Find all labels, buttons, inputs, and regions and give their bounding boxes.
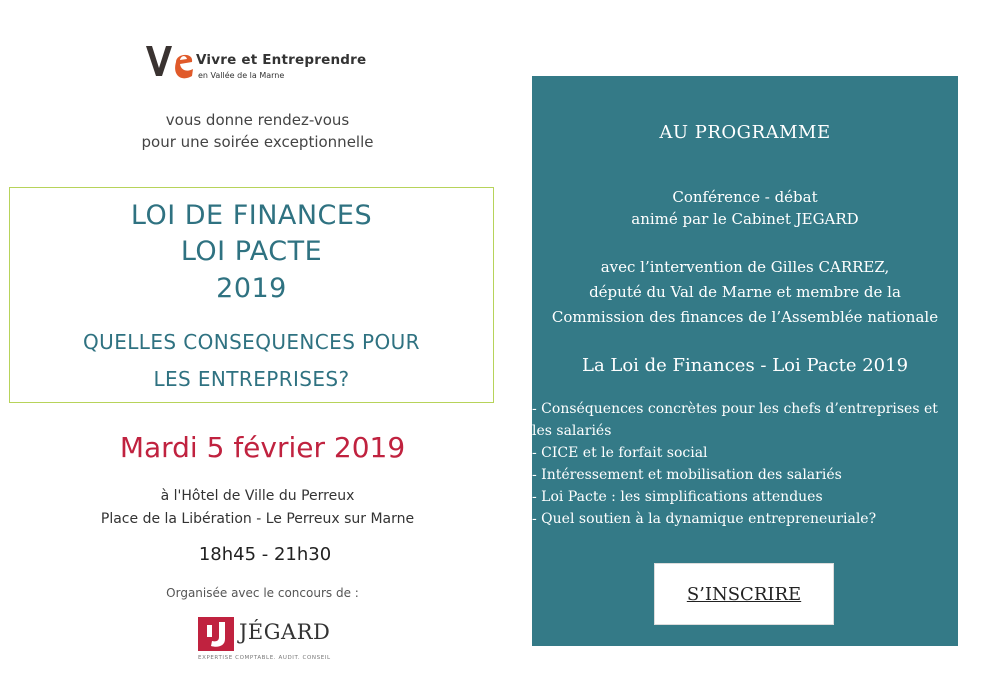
list-item: - CICE et le forfait social — [532, 445, 708, 461]
jegard-mark-icon — [198, 617, 234, 651]
title-question-1: QUELLES CONSEQUENCES POUR — [83, 330, 420, 354]
program-panel — [532, 76, 958, 646]
organizer-name: Vivre et Entreprendre — [196, 52, 367, 68]
conference-line-1: Conférence - débat — [672, 188, 818, 206]
sponsor-tagline: EXPERTISE COMPTABLE. AUDIT. CONSEIL — [198, 655, 331, 661]
intervention-line-2: député du Val de Marne et membre de la — [589, 283, 901, 301]
list-item: - Loi Pacte : les simplifications attendues — [532, 489, 823, 505]
register-button[interactable]: S’INSCRIRE — [654, 563, 834, 625]
event-date: Mardi 5 février 2019 — [119, 431, 406, 464]
program-heading: AU PROGRAMME — [659, 122, 831, 143]
conference-line-2: animé par le Cabinet JEGARD — [631, 210, 859, 228]
invite-line-2: pour une soirée exceptionnelle — [141, 133, 374, 151]
program-subtitle: La Loi de Finances - Loi Pacte 2019 — [581, 355, 909, 376]
venue-line-1: à l'Hôtel de Ville du Perreux — [160, 488, 355, 504]
event-time: 18h45 - 21h30 — [198, 544, 332, 565]
title-line-2: LOI PACTE — [180, 236, 323, 267]
intervention-line-1: avec l’intervention de Gilles CARREZ, — [600, 258, 890, 276]
intervention-line-3: Commission des finances de l’Assemblée nationale — [551, 308, 939, 326]
sponsor-logo — [198, 617, 338, 665]
program-topic-list — [532, 398, 954, 530]
list-item: - Quel soutien à la dynamique entrepreneuriale? — [532, 511, 877, 527]
organised-by-label: Organisée avec le concours de : — [166, 586, 359, 600]
list-item: - Conséquences concrètes pour les chefs d’entreprises et les salariés — [532, 401, 938, 439]
sponsor-name: JÉGARD — [239, 620, 331, 644]
organizer-logo — [142, 40, 392, 88]
list-item: - Intéressement et mobilisation des salariés — [532, 467, 842, 483]
title-line-3: 2019 — [216, 273, 287, 304]
event-title-box — [9, 187, 494, 403]
organizer-subtitle: en Vallée de la Marne — [198, 71, 285, 80]
ve-logo-icon — [142, 40, 196, 84]
venue-line-2: Place de la Libération - Le Perreux sur Marne — [100, 511, 415, 527]
title-line-1: LOI DE FINANCES — [130, 200, 373, 231]
title-question-2: LES ENTREPRISES? — [153, 367, 350, 391]
invite-line-1: vous donne rendez-vous — [165, 111, 350, 129]
